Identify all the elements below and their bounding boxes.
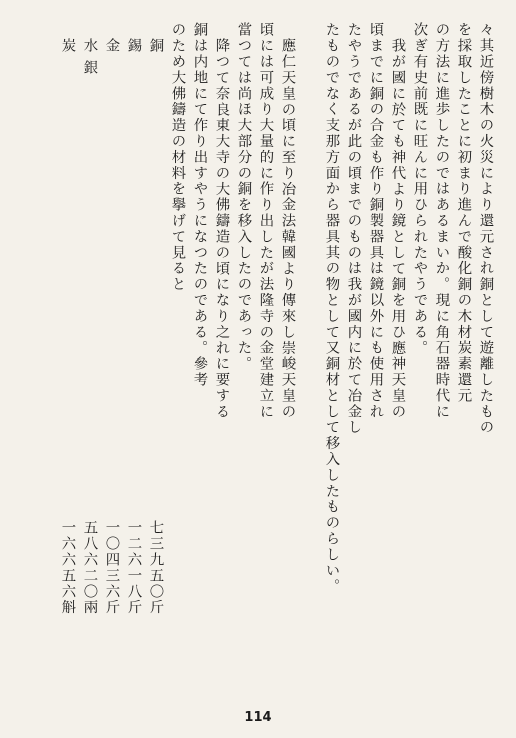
text-column: 次ぎ有史前既に旺んに用ひられたやうである。 bbox=[411, 22, 428, 356]
material-amount: 一六六五六斛 bbox=[59, 520, 76, 616]
text-column: 頃までに銅の合金も作り銅製器具は鏡以外にも使用され bbox=[367, 22, 384, 420]
text-column: 銅は内地にて作り出すやうになつたのである。參考 bbox=[191, 22, 208, 388]
text-column: を採取したことに初まり進んで酸化銅の木材炭素還元 bbox=[455, 22, 472, 404]
material-amount: 一二六一八斤 bbox=[125, 520, 142, 616]
text-column: 降つて奈良東大寺の大佛鑄造の頃になり之れに要する bbox=[213, 38, 230, 420]
material-name: 錫 bbox=[125, 38, 142, 54]
material-name: 金 bbox=[103, 38, 120, 54]
material-name: 水 銀 bbox=[81, 38, 98, 76]
material-amount: 七三九五〇斤 bbox=[147, 520, 164, 616]
text-column: 頃には可成り大量的に作り出したが法隆寺の金堂建立に bbox=[257, 22, 274, 420]
material-amount: 一〇四三六斤 bbox=[103, 520, 120, 616]
text-column: たやうであるが此の頃までのものは我が國内に於て冶金し bbox=[345, 22, 362, 436]
material-name: 銅 bbox=[147, 38, 164, 54]
text-column: 我が國に於ても神代より鏡として銅を用ひ應神天皇の bbox=[389, 38, 406, 420]
text-column: たものでなく支那方面から器具其の物として又銅材として移入したものらしい。 bbox=[323, 22, 340, 595]
text-column: のため大佛鑄造の材料を擧げて見ると bbox=[169, 22, 186, 293]
material-amount: 五八六二〇兩 bbox=[81, 520, 98, 616]
text-column: の方法に進歩したのではあるまいか。現に角石器時代に bbox=[433, 22, 450, 420]
material-name: 炭 bbox=[59, 38, 76, 54]
page-number: 114 bbox=[244, 710, 272, 725]
text-column: 當つては尚ほ大部分の銅を移入したのであった。 bbox=[235, 22, 252, 372]
text-column: 應仁天皇の頃に至り冶金法韓國より傳來し崇峻天皇の bbox=[279, 38, 296, 420]
text-column: 々其近傍樹木の火災により還元され銅として遊離したもの bbox=[477, 22, 494, 436]
